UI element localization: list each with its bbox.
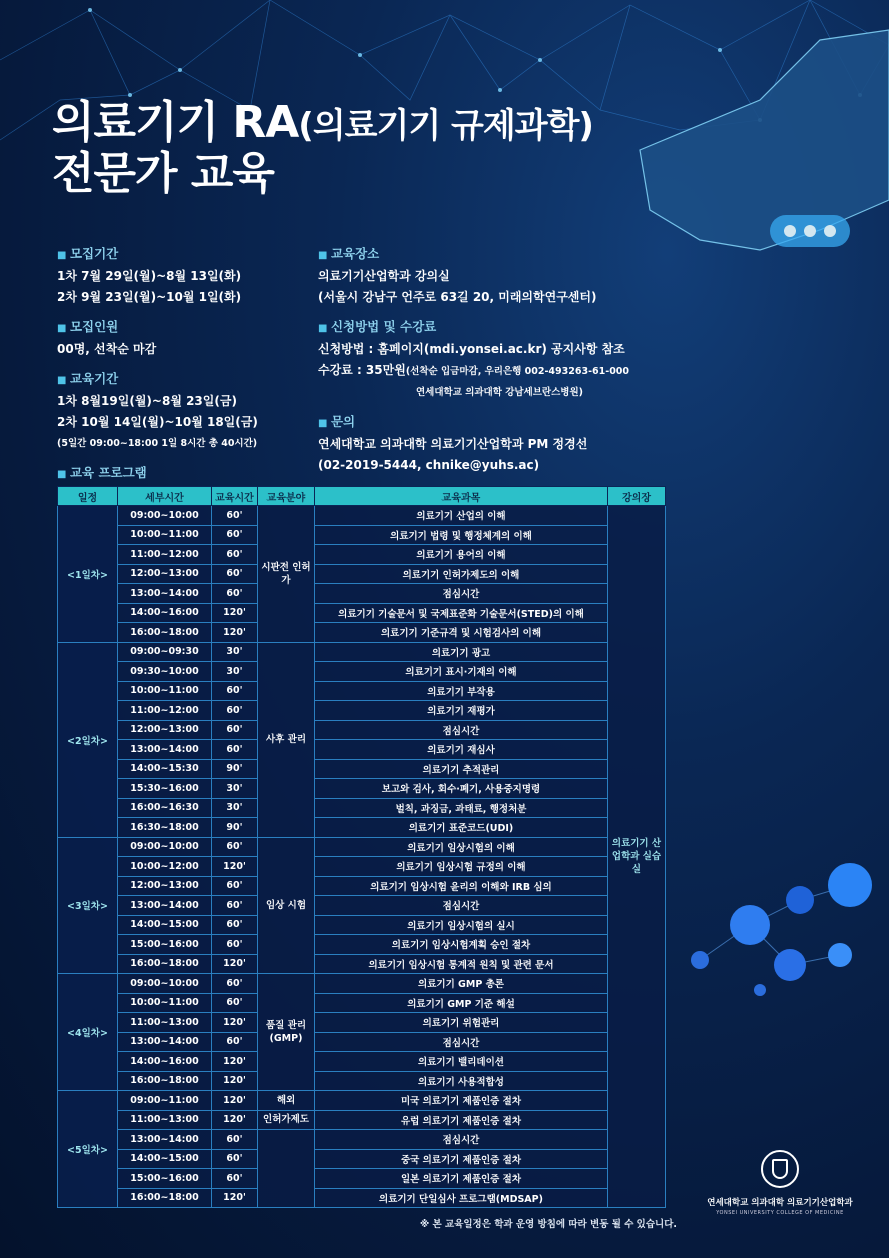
table-row (58, 1013, 666, 1033)
info-right (318, 243, 678, 476)
course-cell: 의료기기 용어의 이해 (315, 545, 608, 565)
course-cell: 의료기기 산업의 이해 (315, 506, 608, 526)
time-cell: 15:00~16:00 (118, 935, 212, 955)
course-cell: 의료기기 표시·기재의 이해 (315, 662, 608, 682)
duration-cell: 60' (212, 1130, 258, 1150)
logo-text: 연세대학교 의과대학 의료기기산업학과 (707, 1198, 853, 1208)
table-row (58, 818, 666, 838)
table-row (58, 954, 666, 974)
field-cell: 인허가제도 (258, 1110, 315, 1130)
shield-icon (761, 1150, 799, 1188)
place-heading: ■ 교육장소 (318, 243, 678, 266)
table-row (58, 603, 666, 623)
duration-cell: 90' (212, 818, 258, 838)
time-cell: 13:00~14:00 (118, 1130, 212, 1150)
table-row (58, 1169, 666, 1189)
course-cell: 점심시간 (315, 896, 608, 916)
duration-cell: 60' (212, 506, 258, 526)
course-cell: 점심시간 (315, 584, 608, 604)
col-header: 교육분야 (258, 487, 315, 506)
course-cell: 의료기기 임상시험 통계적 원칙 및 관련 문서 (315, 954, 608, 974)
university-logo (700, 1150, 860, 1216)
course-cell: 의료기기 기술문서 및 국제표준화 기술문서(STED)의 이해 (315, 603, 608, 623)
course-cell: 일본 의료기기 제품인증 절차 (315, 1169, 608, 1189)
duration-cell: 120' (212, 1188, 258, 1208)
course-cell: 의료기기 위험관리 (315, 1013, 608, 1033)
table-row (58, 896, 666, 916)
recruit-num: 00명, 선착순 마감 (57, 342, 157, 356)
title-line2: 전문가 교육 (52, 147, 274, 199)
duration-cell: 120' (212, 623, 258, 643)
time-cell: 09:00~10:00 (118, 837, 212, 857)
duration-cell: 120' (212, 603, 258, 623)
table-row (58, 1032, 666, 1052)
course-cell: 의료기기 임상시험의 실시 (315, 915, 608, 935)
duration-cell: 60' (212, 876, 258, 896)
col-header: 교육시간 (212, 487, 258, 506)
course-cell: 의료기기 기준규격 및 시험검사의 이해 (315, 623, 608, 643)
table-row (58, 974, 666, 994)
course-cell: 중국 의료기기 제품인증 절차 (315, 1149, 608, 1169)
schedule-body (58, 506, 666, 1208)
time-cell: 16:00~16:30 (118, 798, 212, 818)
table-row (58, 720, 666, 740)
duration-cell: 60' (212, 1032, 258, 1052)
field-cell: 해외 (258, 1091, 315, 1111)
duration-cell: 60' (212, 974, 258, 994)
duration-cell: 120' (212, 857, 258, 877)
info-left (57, 243, 327, 454)
time-cell: 16:00~18:00 (118, 954, 212, 974)
duration-cell: 60' (212, 1149, 258, 1169)
table-row (58, 525, 666, 545)
edu-period-note: (5일간 09:00~18:00 1일 8시간 총 40시간) (57, 438, 258, 449)
time-cell: 15:30~16:00 (118, 779, 212, 799)
robot-hand-graphic (640, 30, 889, 250)
title-line1-paren: (의료기기 규제과학) (298, 106, 593, 146)
course-cell: 의료기기 재평가 (315, 701, 608, 721)
time-cell: 11:00~13:00 (118, 1013, 212, 1033)
course-cell: 의료기기 재심사 (315, 740, 608, 760)
time-cell: 10:00~12:00 (118, 857, 212, 877)
time-cell: 09:00~10:00 (118, 506, 212, 526)
course-cell: 의료기기 GMP 총론 (315, 974, 608, 994)
duration-cell: 30' (212, 779, 258, 799)
day-cell: <3일차> (58, 837, 118, 974)
table-row (58, 1052, 666, 1072)
course-cell: 의료기기 법령 및 행정체계의 이해 (315, 525, 608, 545)
time-cell: 13:00~14:00 (118, 740, 212, 760)
room-cell: 의료기기 산업학과 실습실 (608, 506, 666, 1208)
edu-period-1: 1차 8월19일(월)~8월 23일(금) (57, 394, 237, 408)
recruit-period-1: 1차 7월 29일(월)~8월 13일(화) (57, 269, 242, 283)
course-cell: 벌칙, 과징금, 과태료, 행정처분 (315, 798, 608, 818)
contact-2: (02-2019-5444, chnike@yuhs.ac) (318, 458, 540, 472)
duration-cell: 60' (212, 720, 258, 740)
table-row (58, 1149, 666, 1169)
duration-cell: 120' (212, 1052, 258, 1072)
apply-1: 신청방법 : 홈페이지(mdi.yonsei.ac.kr) 공지사항 참조 (318, 342, 625, 356)
table-row (58, 564, 666, 584)
table-row (58, 876, 666, 896)
field-cell (258, 1130, 315, 1208)
time-cell: 16:30~18:00 (118, 818, 212, 838)
time-cell: 14:00~15:00 (118, 1149, 212, 1169)
recruit-num-heading: ■ 모집인원 (57, 316, 327, 339)
duration-cell: 60' (212, 1169, 258, 1189)
logo-sub: YONSEI UNIVERSITY COLLEGE OF MEDICINE (716, 1210, 844, 1216)
duration-cell: 60' (212, 545, 258, 565)
course-cell: 의료기기 인허가제도의 이해 (315, 564, 608, 584)
duration-cell: 120' (212, 1091, 258, 1111)
duration-cell: 30' (212, 798, 258, 818)
duration-cell: 60' (212, 564, 258, 584)
course-cell: 의료기기 표준코드(UDI) (315, 818, 608, 838)
time-cell: 12:00~13:00 (118, 720, 212, 740)
schedule-header-row (58, 487, 666, 506)
schedule-note: ※ 본 교육일정은 학과 운영 방침에 따라 변동 될 수 있습니다. (420, 1219, 677, 1230)
duration-cell: 60' (212, 915, 258, 935)
recruit-period-2: 2차 9월 23일(월)~10월 1일(화) (57, 290, 242, 304)
field-cell: 사후 관리 (258, 642, 315, 837)
schedule-table (57, 486, 666, 1208)
duration-cell: 60' (212, 935, 258, 955)
duration-cell: 60' (212, 837, 258, 857)
col-header: 세부시간 (118, 487, 212, 506)
duration-cell: 30' (212, 642, 258, 662)
apply-2: 수강료 : 35만원 (318, 363, 406, 377)
time-cell: 13:00~14:00 (118, 896, 212, 916)
table-row (58, 662, 666, 682)
molecule-graphic (691, 863, 872, 996)
course-cell: 의료기기 임상시험 윤리의 이해와 IRB 심의 (315, 876, 608, 896)
table-row (58, 584, 666, 604)
time-cell: 12:00~13:00 (118, 876, 212, 896)
duration-cell: 60' (212, 701, 258, 721)
day-cell: <2일차> (58, 642, 118, 837)
course-cell: 점심시간 (315, 1032, 608, 1052)
place-2: (서울시 강남구 언주로 63길 20, 미래의학연구센터) (318, 290, 597, 304)
course-cell: 의료기기 임상시험계획 승인 절차 (315, 935, 608, 955)
course-cell: 의료기기 밸리데이션 (315, 1052, 608, 1072)
time-cell: 13:00~14:00 (118, 584, 212, 604)
apply-3: 연세대학교 의과대학 강남세브란스병원) (416, 387, 583, 398)
course-cell: 유럽 의료기기 제품인증 절차 (315, 1110, 608, 1130)
table-row (58, 798, 666, 818)
table-row (58, 935, 666, 955)
time-cell: 14:00~16:00 (118, 1052, 212, 1072)
apply-2-note: (선착순 입금마감, 우리은행 002-493263-61-000 (405, 366, 630, 377)
col-header: 일정 (58, 487, 118, 506)
col-header: 교육과목 (315, 487, 608, 506)
day-cell: <5일차> (58, 1091, 118, 1208)
course-cell: 의료기기 사용적합성 (315, 1071, 608, 1091)
time-cell: 13:00~14:00 (118, 1032, 212, 1052)
day-cell: <4일차> (58, 974, 118, 1091)
course-cell: 점심시간 (315, 720, 608, 740)
time-cell: 10:00~11:00 (118, 525, 212, 545)
edu-period-heading: ■ 교육기간 (57, 368, 327, 391)
table-row (58, 779, 666, 799)
contact-1: 연세대학교 의과대학 의료기기산업학과 PM 정경선 (318, 437, 588, 451)
table-row (58, 545, 666, 565)
recruit-period-heading: ■ 모집기간 (57, 243, 327, 266)
time-cell: 14:00~15:00 (118, 915, 212, 935)
course-cell: 의료기기 광고 (315, 642, 608, 662)
day-cell: <1일차> (58, 506, 118, 643)
duration-cell: 90' (212, 759, 258, 779)
time-cell: 16:00~18:00 (118, 623, 212, 643)
duration-cell: 60' (212, 525, 258, 545)
table-row (58, 642, 666, 662)
time-cell: 10:00~11:00 (118, 993, 212, 1013)
col-header: 강의장 (608, 487, 666, 506)
program-heading: ■ 교육 프로그램 (57, 463, 147, 481)
table-row (58, 837, 666, 857)
table-row (58, 1130, 666, 1150)
edu-period-2: 2차 10월 14일(월)~10월 18일(금) (57, 415, 258, 429)
duration-cell: 120' (212, 954, 258, 974)
table-row (58, 1091, 666, 1111)
time-cell: 10:00~11:00 (118, 681, 212, 701)
duration-cell: 60' (212, 993, 258, 1013)
table-row (58, 993, 666, 1013)
table-row (58, 857, 666, 877)
table-row (58, 623, 666, 643)
duration-cell: 120' (212, 1013, 258, 1033)
course-cell: 의료기기 임상시험 규정의 이해 (315, 857, 608, 877)
table-row (58, 1110, 666, 1130)
field-cell: 시판전 인허가 (258, 506, 315, 643)
duration-cell: 60' (212, 681, 258, 701)
duration-cell: 60' (212, 584, 258, 604)
time-cell: 11:00~12:00 (118, 701, 212, 721)
course-cell: 미국 의료기기 제품인증 절차 (315, 1091, 608, 1111)
course-cell: 의료기기 임상시험의 이해 (315, 837, 608, 857)
course-cell: 보고와 검사, 회수·폐기, 사용중지명령 (315, 779, 608, 799)
duration-cell: 60' (212, 740, 258, 760)
contact-heading: ■ 문의 (318, 411, 678, 434)
time-cell: 11:00~13:00 (118, 1110, 212, 1130)
table-row (58, 681, 666, 701)
duration-cell: 120' (212, 1110, 258, 1130)
course-cell: 의료기기 부작용 (315, 681, 608, 701)
page-title (52, 98, 593, 199)
table-row (58, 759, 666, 779)
title-line1-main: 의료기기 RA (52, 97, 299, 148)
place-1: 의료기기산업학과 강의실 (318, 269, 450, 283)
time-cell: 11:00~12:00 (118, 545, 212, 565)
duration-cell: 60' (212, 896, 258, 916)
time-cell: 12:00~13:00 (118, 564, 212, 584)
time-cell: 14:00~16:00 (118, 603, 212, 623)
course-cell: 의료기기 GMP 기준 해설 (315, 993, 608, 1013)
duration-cell: 120' (212, 1071, 258, 1091)
time-cell: 16:00~18:00 (118, 1071, 212, 1091)
table-row (58, 1071, 666, 1091)
time-cell: 09:00~09:30 (118, 642, 212, 662)
time-cell: 16:00~18:00 (118, 1188, 212, 1208)
table-row (58, 1188, 666, 1208)
course-cell: 의료기기 추적관리 (315, 759, 608, 779)
field-cell: 품질 관리 (GMP) (258, 974, 315, 1091)
table-row (58, 740, 666, 760)
field-cell: 임상 시험 (258, 837, 315, 974)
table-row (58, 506, 666, 526)
table-row (58, 701, 666, 721)
course-cell: 점심시간 (315, 1130, 608, 1150)
time-cell: 09:00~11:00 (118, 1091, 212, 1111)
time-cell: 09:00~10:00 (118, 974, 212, 994)
course-cell: 의료기기 단일심사 프로그램(MDSAP) (315, 1188, 608, 1208)
time-cell: 15:00~16:00 (118, 1169, 212, 1189)
time-cell: 14:00~15:30 (118, 759, 212, 779)
duration-cell: 30' (212, 662, 258, 682)
table-row (58, 915, 666, 935)
apply-heading: ■ 신청방법 및 수강료 (318, 316, 678, 339)
time-cell: 09:30~10:00 (118, 662, 212, 682)
